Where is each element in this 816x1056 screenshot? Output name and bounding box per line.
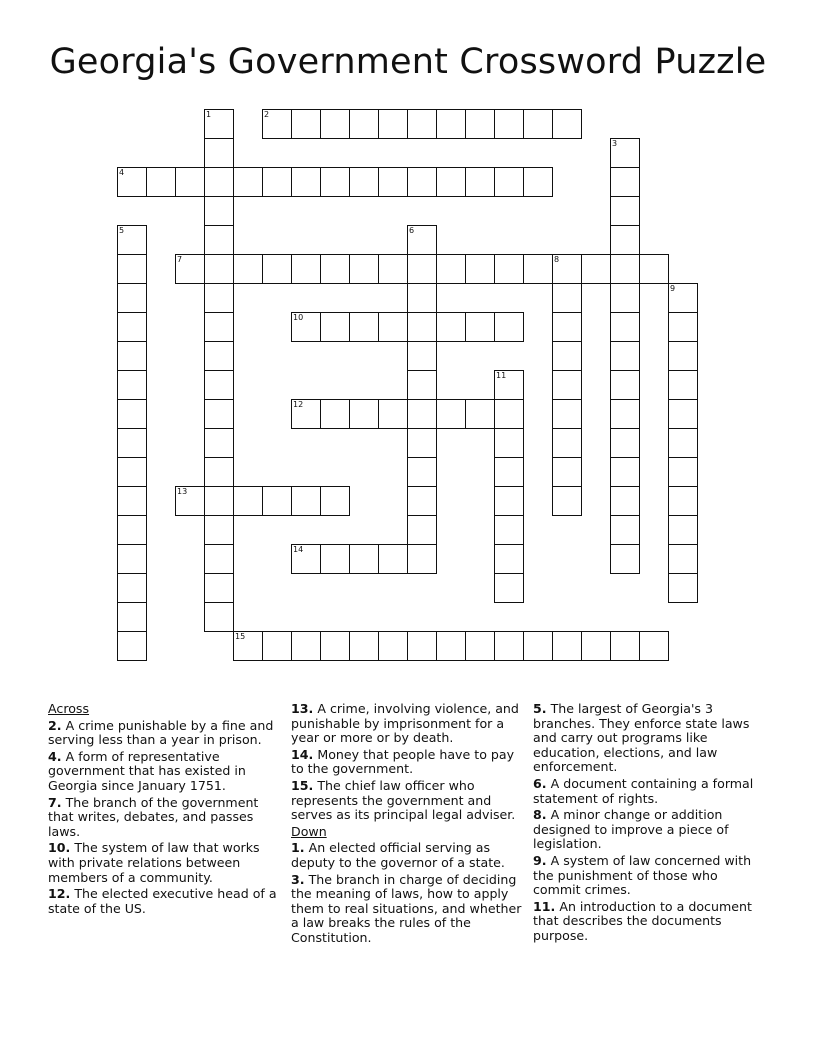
grid-cell[interactable]	[523, 631, 553, 661]
grid-cell[interactable]	[233, 486, 263, 516]
grid-cell[interactable]	[291, 399, 321, 429]
grid-cell[interactable]	[523, 167, 553, 197]
grid-cell[interactable]	[552, 341, 582, 371]
grid-cell[interactable]	[494, 370, 524, 400]
grid-cell[interactable]	[668, 428, 698, 458]
clue-item	[48, 719, 284, 748]
grid-cell[interactable]	[552, 254, 582, 284]
grid-cell[interactable]	[610, 225, 640, 255]
clue-item	[291, 841, 527, 870]
clue-item-number: 9.	[533, 852, 547, 868]
grid-cell[interactable]	[117, 486, 147, 516]
grid-cell[interactable]	[233, 631, 263, 661]
grid-cell[interactable]	[233, 167, 263, 197]
grid-cell[interactable]	[407, 370, 437, 400]
clue-item-text: The branch of the government that writes, debates, and passes laws.	[48, 794, 259, 839]
clue-number: 11	[496, 371, 507, 380]
grid-cell[interactable]	[204, 254, 234, 284]
grid-cell[interactable]	[494, 167, 524, 197]
grid-cell[interactable]	[204, 225, 234, 255]
clue-item-text: The largest of Georgia's 3 branches. They enforce state laws and carry out programs like education, elections, and law enforcement.	[533, 701, 750, 775]
grid-cell[interactable]	[436, 631, 466, 661]
grid-cell[interactable]	[610, 196, 640, 226]
clue-item	[291, 702, 527, 746]
clue-item-number: 14.	[291, 746, 314, 762]
grid-cell[interactable]	[668, 312, 698, 342]
grid-cell[interactable]	[436, 167, 466, 197]
grid-cell[interactable]	[204, 196, 234, 226]
clue-item	[533, 702, 769, 775]
grid-cell[interactable]	[668, 457, 698, 487]
grid-cell[interactable]	[146, 167, 176, 197]
grid-cell[interactable]	[320, 486, 350, 516]
grid-cell[interactable]	[204, 544, 234, 574]
grid-cell[interactable]	[204, 399, 234, 429]
grid-cell[interactable]	[407, 399, 437, 429]
grid-cell[interactable]	[436, 312, 466, 342]
grid-cell[interactable]	[378, 167, 408, 197]
grid-cell[interactable]	[407, 283, 437, 313]
grid-cell[interactable]	[204, 515, 234, 545]
grid-cell[interactable]	[668, 399, 698, 429]
grid-cell[interactable]	[581, 254, 611, 284]
grid-cell[interactable]	[117, 341, 147, 371]
clue-number: 9	[670, 284, 676, 293]
grid-cell[interactable]	[552, 399, 582, 429]
grid-cell[interactable]	[204, 428, 234, 458]
clue-item-number: 10.	[48, 840, 71, 856]
grid-cell[interactable]	[291, 109, 321, 139]
grid-cell[interactable]	[407, 486, 437, 516]
grid-cell[interactable]	[204, 312, 234, 342]
grid-cell[interactable]	[407, 167, 437, 197]
grid-cell[interactable]	[262, 631, 292, 661]
grid-cell[interactable]	[204, 457, 234, 487]
grid-cell[interactable]	[320, 544, 350, 574]
clue-item-text: A system of law concerned with the punishment of those who commit crimes.	[533, 852, 752, 898]
grid-cell[interactable]	[407, 341, 437, 371]
clues-column-2	[291, 702, 527, 948]
grid-cell[interactable]	[610, 341, 640, 371]
grid-cell[interactable]	[407, 254, 437, 284]
clue-item-number: 13.	[291, 701, 314, 716]
clues-column-1	[48, 702, 284, 918]
clue-item-text: The chief law officer who represents the government and serves as its principal legal adviser.	[291, 777, 516, 823]
grid-cell[interactable]	[610, 486, 640, 516]
grid-cell[interactable]	[494, 573, 524, 603]
grid-cell[interactable]	[378, 399, 408, 429]
grid-cell[interactable]	[494, 544, 524, 574]
grid-cell[interactable]	[668, 486, 698, 516]
clue-item-number: 3.	[291, 871, 305, 887]
grid-cell[interactable]	[407, 312, 437, 342]
grid-cell[interactable]	[320, 399, 350, 429]
clue-item-text: A form of representative government that has existed in Georgia since January 1751.	[48, 748, 246, 793]
clue-number: 5	[119, 226, 125, 235]
grid-cell[interactable]	[407, 109, 437, 139]
grid-cell[interactable]	[552, 457, 582, 487]
grid-cell[interactable]	[349, 631, 379, 661]
clue-number: 3	[612, 139, 618, 148]
clue-item-number: 12.	[48, 886, 71, 902]
grid-cell[interactable]	[552, 370, 582, 400]
grid-cell[interactable]	[291, 544, 321, 574]
grid-cell[interactable]	[407, 515, 437, 545]
grid-cell[interactable]	[349, 254, 379, 284]
grid-cell[interactable]	[407, 631, 437, 661]
grid-cell[interactable]	[610, 457, 640, 487]
grid-cell[interactable]	[320, 631, 350, 661]
grid-cell[interactable]	[465, 254, 495, 284]
clue-item-text: An introduction to a document that describes the documents purpose.	[533, 898, 752, 943]
grid-cell[interactable]	[117, 283, 147, 313]
grid-cell[interactable]	[465, 399, 495, 429]
grid-cell[interactable]	[117, 370, 147, 400]
grid-cell[interactable]	[494, 254, 524, 284]
grid-cell[interactable]	[436, 254, 466, 284]
grid-cell[interactable]	[610, 631, 640, 661]
grid-cell[interactable]	[378, 312, 408, 342]
clue-number: 12	[293, 400, 304, 409]
grid-cell[interactable]	[552, 486, 582, 516]
clue-item-text: The system of law that works with private relations between members of a community.	[48, 840, 260, 885]
page-title: Georgia's Government Crossword Puzzle	[49, 42, 767, 82]
grid-cell[interactable]	[262, 254, 292, 284]
grid-cell[interactable]	[494, 486, 524, 516]
grid-cell[interactable]	[117, 428, 147, 458]
clue-item-text: A crime punishable by a fine and serving less than a year in prison.	[48, 717, 274, 748]
grid-cell[interactable]	[581, 631, 611, 661]
grid-cell[interactable]	[291, 167, 321, 197]
grid-cell[interactable]	[175, 254, 205, 284]
grid-cell[interactable]	[494, 312, 524, 342]
grid-cell[interactable]	[378, 254, 408, 284]
grid-cell[interactable]	[610, 167, 640, 197]
clue-item	[533, 900, 769, 944]
grid-cell[interactable]	[320, 312, 350, 342]
grid-cell[interactable]	[610, 254, 640, 284]
clue-number: 1	[206, 110, 212, 119]
grid-cell[interactable]	[291, 631, 321, 661]
clue-item-text: An elected official serving as deputy to the governor of a state.	[291, 840, 505, 870]
grid-cell[interactable]	[262, 109, 292, 139]
grid-cell[interactable]	[262, 486, 292, 516]
grid-cell[interactable]	[117, 515, 147, 545]
grid-cell[interactable]	[494, 515, 524, 545]
grid-cell[interactable]	[668, 515, 698, 545]
grid-cell[interactable]	[291, 486, 321, 516]
grid-cell[interactable]	[117, 312, 147, 342]
clue-item-number: 11.	[533, 898, 556, 914]
clue-item-number: 1.	[291, 840, 305, 856]
grid-cell[interactable]	[117, 167, 147, 197]
grid-cell[interactable]	[436, 399, 466, 429]
grid-cell[interactable]	[349, 312, 379, 342]
grid-cell[interactable]	[494, 399, 524, 429]
clue-number: 7	[177, 255, 183, 264]
grid-cell[interactable]	[668, 544, 698, 574]
grid-cell[interactable]	[204, 283, 234, 313]
grid-cell[interactable]	[639, 631, 669, 661]
grid-cell[interactable]	[349, 544, 379, 574]
clues-column-3	[533, 702, 769, 946]
grid-cell[interactable]	[349, 167, 379, 197]
clue-item-text: A minor change or addition designed to improve a piece of legislation.	[533, 807, 729, 852]
grid-cell[interactable]	[175, 486, 205, 516]
grid-cell[interactable]	[117, 399, 147, 429]
grid-cell[interactable]	[349, 399, 379, 429]
grid-cell[interactable]	[610, 312, 640, 342]
grid-cell[interactable]	[465, 312, 495, 342]
grid-cell[interactable]	[117, 544, 147, 574]
grid-cell[interactable]	[204, 370, 234, 400]
grid-cell[interactable]	[378, 631, 408, 661]
clue-number: 15	[235, 632, 246, 641]
clue-item-number: 7.	[48, 794, 62, 810]
grid-cell[interactable]	[117, 602, 147, 632]
clue-item	[48, 887, 284, 916]
grid-cell[interactable]	[117, 573, 147, 603]
clue-heading: Down	[291, 823, 327, 839]
grid-cell[interactable]	[320, 254, 350, 284]
grid-cell[interactable]	[610, 138, 640, 168]
clue-item-number: 5.	[533, 701, 547, 716]
grid-cell[interactable]	[320, 167, 350, 197]
grid-cell[interactable]	[436, 109, 466, 139]
grid-cell[interactable]	[407, 544, 437, 574]
grid-cell[interactable]	[639, 254, 669, 284]
grid-cell[interactable]	[610, 399, 640, 429]
grid-cell[interactable]	[552, 283, 582, 313]
grid-cell[interactable]	[552, 428, 582, 458]
grid-cell[interactable]	[610, 544, 640, 574]
grid-cell[interactable]	[117, 225, 147, 255]
clue-item	[533, 808, 769, 852]
clue-item	[48, 841, 284, 885]
grid-cell[interactable]	[349, 109, 379, 139]
clue-item-text: A crime, involving violence, and punishable by imprisonment for a year or more or by death.	[291, 701, 519, 746]
grid-cell[interactable]	[494, 428, 524, 458]
grid-cell[interactable]	[552, 631, 582, 661]
clue-item-text: The branch in charge of deciding the meaning of laws, how to apply them to real situations, and whether a law breaks the rules of the Constitution.	[291, 871, 522, 945]
clue-item-text: The elected executive head of a state of the US.	[48, 886, 277, 916]
grid-cell[interactable]	[668, 341, 698, 371]
clue-number: 14	[293, 545, 304, 554]
grid-cell[interactable]	[204, 138, 234, 168]
grid-cell[interactable]	[523, 109, 553, 139]
grid-cell[interactable]	[668, 573, 698, 603]
grid-cell[interactable]	[117, 631, 147, 661]
grid-cell[interactable]	[378, 544, 408, 574]
grid-cell[interactable]	[291, 312, 321, 342]
clue-item-number: 8.	[533, 807, 547, 823]
clue-item-number: 6.	[533, 775, 547, 791]
grid-cell[interactable]	[204, 486, 234, 516]
clue-item-number: 2.	[48, 717, 62, 733]
grid-cell[interactable]	[204, 573, 234, 603]
clue-item-text: A document containing a formal statement of rights.	[533, 775, 754, 806]
clue-item	[533, 777, 769, 806]
clue-item-number: 15.	[291, 777, 314, 793]
grid-cell[interactable]	[291, 254, 321, 284]
clue-item	[48, 796, 284, 840]
clue-item	[533, 854, 769, 898]
clue-item	[291, 873, 527, 946]
clue-item	[291, 748, 527, 777]
grid-cell[interactable]	[494, 631, 524, 661]
clue-number: 6	[409, 226, 415, 235]
grid-cell[interactable]	[610, 428, 640, 458]
grid-cell[interactable]	[668, 283, 698, 313]
clue-number: 8	[554, 255, 560, 264]
grid-cell[interactable]	[407, 225, 437, 255]
clue-number: 2	[264, 110, 270, 119]
grid-cell[interactable]	[552, 312, 582, 342]
grid-cell[interactable]	[465, 167, 495, 197]
grid-cell[interactable]	[262, 167, 292, 197]
grid-cell[interactable]	[668, 370, 698, 400]
grid-cell[interactable]	[320, 109, 350, 139]
grid-cell[interactable]	[378, 109, 408, 139]
grid-cell[interactable]	[175, 167, 205, 197]
grid-cell[interactable]	[610, 515, 640, 545]
clue-number: 4	[119, 168, 125, 177]
grid-cell[interactable]	[494, 457, 524, 487]
grid-cell[interactable]	[494, 109, 524, 139]
clue-item	[291, 779, 527, 823]
clue-item-number: 4.	[48, 748, 62, 764]
clue-item	[48, 750, 284, 794]
grid-cell[interactable]	[610, 370, 640, 400]
grid-cell[interactable]	[465, 109, 495, 139]
grid-cell[interactable]	[204, 109, 234, 139]
clue-heading: Across	[48, 701, 90, 716]
grid-cell[interactable]	[117, 254, 147, 284]
grid-cell[interactable]	[204, 167, 234, 197]
grid-cell[interactable]	[523, 254, 553, 284]
clue-number: 10	[293, 313, 304, 322]
grid-cell[interactable]	[552, 109, 582, 139]
clue-item-text: Money that people have to pay to the government.	[291, 746, 515, 777]
grid-cell[interactable]	[610, 283, 640, 313]
grid-cell[interactable]	[465, 631, 495, 661]
grid-cell[interactable]	[204, 602, 234, 632]
grid-cell[interactable]	[117, 457, 147, 487]
grid-cell[interactable]	[233, 254, 263, 284]
grid-cell[interactable]	[407, 457, 437, 487]
grid-cell[interactable]	[407, 428, 437, 458]
clue-number: 13	[177, 487, 188, 496]
grid-cell[interactable]	[204, 341, 234, 371]
